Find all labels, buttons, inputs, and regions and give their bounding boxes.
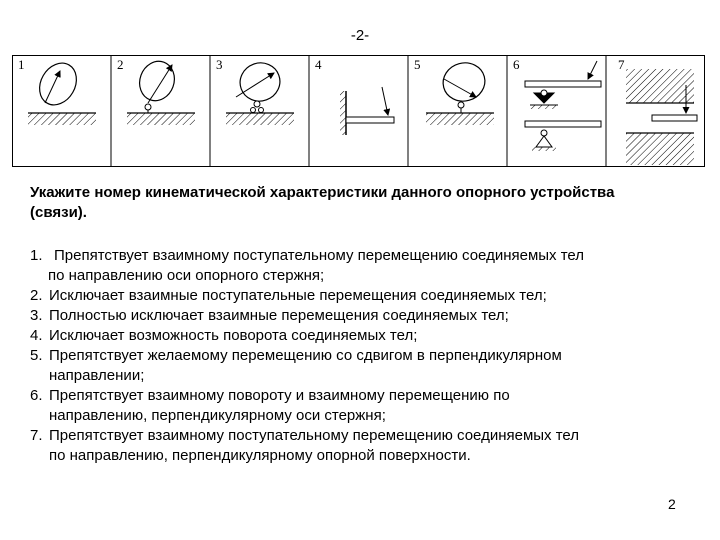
answer-item-4 <box>30 326 710 346</box>
page-number: 2 <box>668 496 676 512</box>
cell-number-5: 5 <box>414 57 421 72</box>
cell-4-fixed-rod-drawing <box>340 87 394 135</box>
answer-line: Препятствует взаимному повороту и взаимному перемещению по <box>49 387 510 404</box>
answer-line: Препятствует взаимному поступательному перемещению соединяемых тел <box>54 247 585 264</box>
cell-2-pin-joint-drawing <box>127 56 195 125</box>
answer-line: по направлению оси опорного стержня; <box>48 267 325 284</box>
answer-number: 4. <box>30 327 43 344</box>
cell-number-1: 1 <box>18 57 25 72</box>
answer-list <box>30 246 710 466</box>
cell-number-6: 6 <box>513 57 520 72</box>
answer-number: 2. <box>30 287 43 304</box>
answer-item-2 <box>30 286 710 306</box>
cell-1-body-contact-drawing <box>28 56 96 125</box>
answer-item-6 <box>30 386 710 426</box>
cell-5-hinge-drawing <box>426 58 494 125</box>
answer-line: по направлению, перпендикулярному опорной поверхности. <box>49 447 471 464</box>
answer-line: Исключает возможность поворота соединяемых тел; <box>49 327 418 344</box>
answer-line: Препятствует взаимному поступательному перемещению соединяемых тел <box>49 427 580 444</box>
cell-number-2: 2 <box>117 57 124 72</box>
cell-number-7: 7 <box>618 57 625 72</box>
cell-number-4: 4 <box>315 57 322 72</box>
support-types-svg <box>12 55 705 167</box>
answer-line: Исключает взаимные поступательные перемещения соединяемых тел; <box>49 287 547 304</box>
answer-item-3 <box>30 306 710 326</box>
cell-3-roller-drawing <box>226 57 294 125</box>
answer-item-1 <box>30 246 710 286</box>
cell-number-3: 3 <box>216 57 223 72</box>
answer-line: направлении; <box>49 367 145 384</box>
figure-frame <box>13 56 705 167</box>
answer-number: 7. <box>30 427 43 444</box>
answer-number: 6. <box>30 387 43 404</box>
cell-6-pinned-rods-drawing <box>525 61 601 151</box>
question-text: Укажите номер кинематической характеристики данного опорного устройства (связи). <box>30 184 615 221</box>
answer-number: 5. <box>30 347 43 364</box>
support-types-figure <box>12 55 705 167</box>
answer-line: Полностью исключает взаимные перемещения соединяемых тел; <box>49 307 509 324</box>
answer-item-5 <box>30 346 710 386</box>
answer-line: направлению, перпендикулярному оси стержня; <box>49 407 386 424</box>
answer-number: 1. <box>30 247 43 264</box>
page-marker: -2- <box>350 27 370 44</box>
cell-7-slot-rod-drawing <box>626 69 697 165</box>
answer-item-7 <box>30 426 710 466</box>
answer-line: Препятствует желаемому перемещению со сдвигом в перпендикулярном <box>49 347 562 364</box>
answer-number: 3. <box>30 307 43 324</box>
